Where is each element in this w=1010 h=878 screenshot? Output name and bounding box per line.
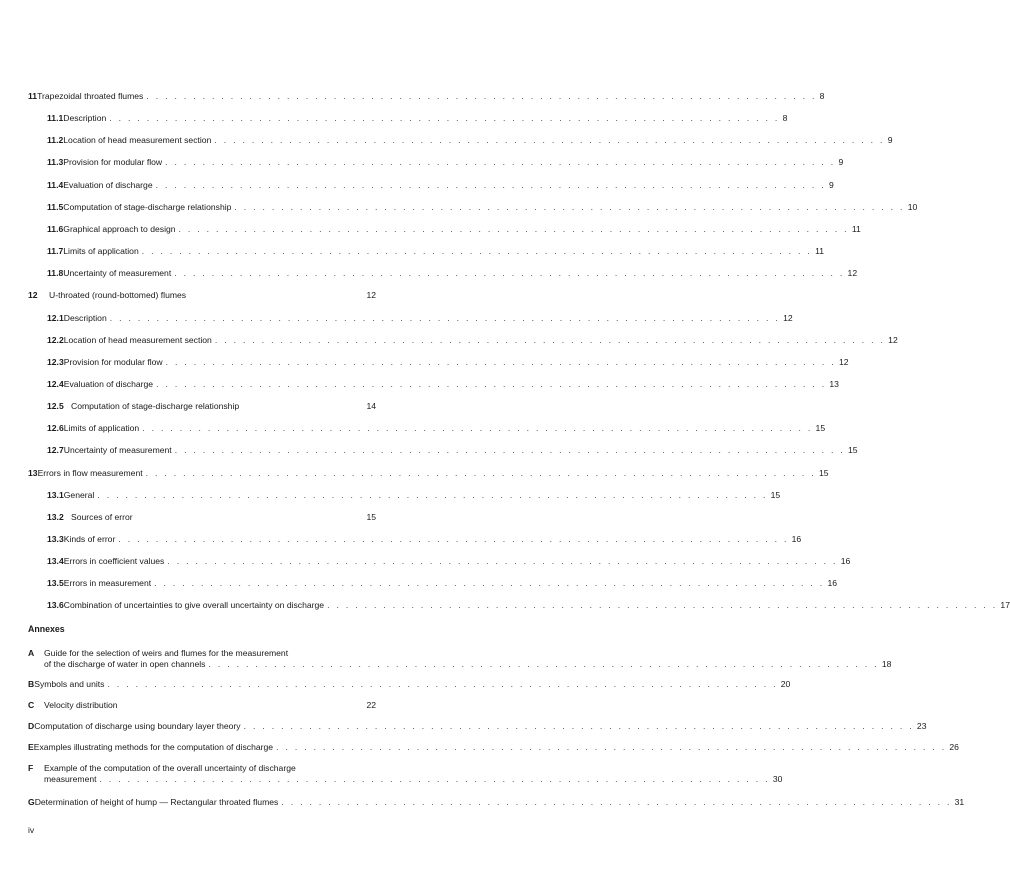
toc-entry — [47, 421, 826, 435]
entry-number: 11.6 — [47, 224, 64, 234]
annex-letter: F — [28, 763, 34, 773]
entry-number: 11.4 — [47, 180, 64, 190]
leader-dots: . . . . . . . . . . . . . . . . . . . . . . . . . . . . . . . . . . . . . . . . . . . . . . . . . . . . . . . . . . . . . . . . . . . . . . . . — [146, 91, 817, 101]
toc-entry — [47, 311, 793, 325]
toc-entry — [47, 488, 781, 502]
annex-letter: A — [28, 648, 35, 658]
toc-entry — [47, 244, 824, 258]
annex-title-line1: Guide for the selection of weirs and flumes for the measurement — [44, 648, 289, 658]
entry-title: Examples illustrating methods for the computation of discharge — [33, 742, 274, 752]
entry-page-number: 15 — [770, 490, 781, 500]
entry-title: Limits of application — [63, 246, 139, 256]
entry-number: 13.6 — [47, 600, 64, 610]
entry-number: 12.6 — [47, 423, 64, 433]
leader-dots: . . . . . . . . . . . . . . . . . . . . . . . . . . . . . . . . . . . . . . . . . . . . . . . . . . . . . . . . . . . . . . . . . . . . . . . . — [154, 578, 825, 588]
leader-dots: . . . . . . . . . . . . . . . . . . . . . . . . . . . . . . . . . . . . . . . . . . . . . . . . . . . . . . . . . . . . . . . . . . . . . . . . — [165, 357, 836, 367]
entry-number: 11.7 — [47, 246, 64, 256]
entry-page-number: 12 — [888, 335, 898, 345]
entry-title: Errors in measurement — [63, 578, 152, 588]
toc-entry — [47, 377, 839, 391]
entry-title: Location of head measurement section — [63, 335, 212, 345]
entry-title: Provision for modular flow — [63, 157, 163, 167]
annex-entry-continuation — [44, 772, 783, 786]
leader-dots: . . . . . . . . . . . . . . . . . . . . . . . . . . . . . . . . . . . . . . . . . . . . . . . . . . . . . . . . . . . . . . . . . . . . . . . . — [141, 246, 813, 256]
entry-page-number: 16 — [791, 534, 802, 544]
entry-number: E — [28, 742, 34, 752]
entry-page-number: 14 — [366, 401, 376, 411]
leader-dots: . . . . . . . . . . . . . . . . . . . . . . . . . . . . . . . . . . . . . . . . . . . . . . . . . . . . . . . . . . . . . . . . . . . . . . . . — [208, 659, 879, 669]
toc-entry — [47, 200, 918, 214]
entry-title: Sources of error — [71, 512, 133, 522]
entry-page-number: 8 — [819, 91, 825, 101]
entry-number: 12.7 — [47, 445, 64, 455]
entry-number: 13.4 — [47, 556, 64, 566]
leader-dots: . . . . . . . . . . . . . . . . . . . . . . . . . . . . . . . . . . . . . . . . . . . . . . . . . . . . . . . . . . . . . . . . . . . . . . . . — [214, 135, 885, 145]
entry-page-number: 23 — [916, 721, 927, 731]
toc-entry — [47, 399, 376, 413]
leader-dots: . . . . . . . . . . . . . . . . . . . . . . . . . . . . . . . . . . . . . . . . . . . . . . . . . . . . . . . . . . . . . . . . . . . . . . . . — [97, 490, 768, 500]
entry-title: Graphical approach to design — [63, 224, 176, 234]
entry-page-number: 22 — [366, 700, 376, 710]
entry-title: Kinds of error — [63, 534, 116, 544]
entry-page-number: 11 — [851, 224, 861, 234]
entry-page-number: 9 — [828, 180, 834, 190]
leader-dots: . . . . . . . . . . . . . . . . . . . . . . . . . . . . . . . . . . . . . . . . . . . . . . . . . . . . . . . . . . . . . . . . . . . . . . . . — [178, 224, 849, 234]
entry-page-number: 31 — [954, 797, 965, 807]
leader-dots: . . . . . . . . . . . . . . . . . . . . . . . . . . . . . . . . . . . . . . . . . . . . . . . . . . . . . . . . . . . . . . . . . . . . . . . . — [142, 423, 813, 433]
annex-entry-continuation — [44, 657, 892, 671]
toc-entry — [28, 698, 376, 712]
leader-dots: . . . . . . . . . . . . . . . . . . . . . . . . . . . . . . . . . . . . . . . . . . . . . . . . . . . . . . . . . . . . . . . . . . . . . . . . — [174, 445, 846, 455]
entry-title: Velocity distribution — [44, 700, 118, 710]
toc-entry — [28, 740, 959, 754]
entry-title: Evaluation of discharge — [63, 180, 153, 190]
page-number-footer: iv — [28, 825, 35, 835]
toc-entry — [47, 333, 898, 347]
entry-page-number: 15 — [818, 468, 829, 478]
entry-number: 11.2 — [47, 135, 64, 145]
leader-dots: . . . . . . . . . . . . . . . . . . . . . . . . . . . . . . . . . . . . . . . . . . . . . . . . . . . . . . . . . . . . . . . . . . . . . . . . — [118, 534, 789, 544]
toc-entry — [47, 532, 802, 546]
entry-title: Trapezoidal throated flumes — [37, 91, 144, 101]
entry-title: Location of head measurement section — [63, 135, 212, 145]
entry-page-number: 30 — [772, 774, 783, 784]
entry-number: 11.5 — [47, 202, 64, 212]
toc-entry — [47, 554, 851, 568]
entry-number: 13.1 — [47, 490, 64, 500]
entry-title: General — [63, 490, 95, 500]
entry-page-number: 15 — [366, 512, 376, 522]
toc-entry — [47, 111, 788, 125]
entry-number: D — [28, 721, 35, 731]
entry-title: Description — [63, 113, 107, 123]
entry-page-number: 16 — [840, 556, 851, 566]
entry-page-number: 9 — [887, 135, 893, 145]
entry-page-number: 13 — [829, 379, 839, 389]
entry-page-number: 10 — [907, 202, 918, 212]
entry-page-number: 12 — [366, 290, 376, 300]
toc-entry — [47, 266, 858, 280]
leader-dots: . . . . . . . . . . . . . . . . . . . . . . . . . . . . . . . . . . . . . . . . . . . . . . . . . . . . . . . . . . . . . . . . . . . . . . . . — [155, 180, 826, 190]
entry-title: Provision for modular flow — [63, 357, 163, 367]
entry-page-number: 12 — [838, 357, 849, 367]
entry-title: of the discharge of water in open channels — [44, 659, 206, 669]
toc-entry — [28, 288, 376, 302]
toc-entry — [28, 677, 791, 691]
entry-page-number: 9 — [838, 157, 844, 167]
entry-title: U-throated (round-bottomed) flumes — [49, 290, 187, 300]
entry-page-number: 15 — [815, 423, 826, 433]
entry-title: Computation of stage-discharge relationship — [71, 401, 240, 411]
entry-title: Combination of uncertainties to give overall uncertainty on discharge — [63, 600, 325, 610]
toc-entry — [47, 155, 844, 169]
entry-title: Determination of height of hump — Rectangular throated flumes — [34, 797, 279, 807]
toc-entry — [28, 466, 829, 480]
entry-number: 12.4 — [47, 379, 64, 389]
leader-dots: . . . . . . . . . . . . . . . . . . . . . . . . . . . . . . . . . . . . . . . . . . . . . . . . . . . . . . . . . . . . . . . . . . . . . . . . — [174, 268, 845, 278]
leader-dots: . . . . . . . . . . . . . . . . . . . . . . . . . . . . . . . . . . . . . . . . . . . . . . . . . . . . . . . . . . . . . . . . . . . . . . . . — [107, 679, 778, 689]
annex-title-line1: Example of the computation of the overall uncertainty of discharge — [44, 763, 296, 773]
entry-title: Uncertainty of measurement — [63, 268, 172, 278]
entry-number: C — [28, 700, 35, 710]
entry-title: measurement — [44, 774, 97, 784]
entry-number: 13.3 — [47, 534, 64, 544]
leader-dots: . . . . . . . . . . . . . . . . . . . . . . . . . . . . . . . . . . . . . . . . . . . . . . . . . . . . . . . . . . . . . . . . . . . . . . . . — [234, 202, 905, 212]
leader-dots: . . . . . . . . . . . . . . . . . . . . . . . . . . . . . . . . . . . . . . . . . . . . . . . . . . . . . . . . . . . . . . . . . . . . . . . . — [281, 797, 952, 807]
entry-title: Computation of discharge using boundary layer theory — [34, 721, 241, 731]
toc-entry — [28, 719, 927, 733]
toc-entry — [47, 443, 858, 457]
leader-dots: . . . . . . . . . . . . . . . . . . . . . . . . . . . . . . . . . . . . . . . . . . . . . . . . . . . . . . . . . . . . . . . . . . . . . . . . — [327, 600, 998, 610]
leader-dots: . . . . . . . . . . . . . . . . . . . . . . . . . . . . . . . . . . . . . . . . . . . . . . . . . . . . . . . . . . . . . . . . . . . . . . . . — [243, 721, 914, 731]
toc-entry — [28, 795, 965, 809]
entry-title: Uncertainty of measurement — [63, 445, 172, 455]
toc-entry — [28, 89, 825, 103]
entry-page-number: 15 — [848, 445, 858, 455]
entry-page-number: 11 — [815, 246, 824, 256]
entry-title: Evaluation of discharge — [63, 379, 154, 389]
toc-entry — [47, 133, 893, 147]
entry-number: 13 — [28, 468, 38, 478]
entry-number: 12.2 — [47, 335, 64, 345]
leader-dots: . . . . . . . . . . . . . . . . . . . . . . . . . . . . . . . . . . . . . . . . . . . . . . . . . . . . . . . . . . . . . . . . . . . . . . . . — [156, 379, 827, 389]
entry-title: Limits of application — [63, 423, 140, 433]
entry-title: Computation of stage-discharge relationship — [63, 202, 232, 212]
entry-page-number: 26 — [949, 742, 959, 752]
entry-number: G — [28, 797, 35, 807]
toc-entry — [47, 576, 838, 590]
entry-number: 11.1 — [47, 113, 64, 123]
entry-title: Errors in flow measurement — [37, 468, 143, 478]
entry-number: 12 — [28, 290, 38, 300]
entry-page-number: 12 — [783, 313, 793, 323]
toc-entry — [47, 598, 1010, 612]
entry-number: 12.5 — [47, 401, 64, 411]
entry-page-number: 8 — [782, 113, 788, 123]
leader-dots: . . . . . . . . . . . . . . . . . . . . . . . . . . . . . . . . . . . . . . . . . . . . . . . . . . . . . . . . . . . . . . . . . . . . . . . . — [214, 335, 886, 345]
toc-entry — [47, 178, 834, 192]
leader-dots: . . . . . . . . . . . . . . . . . . . . . . . . . . . . . . . . . . . . . . . . . . . . . . . . . . . . . . . . . . . . . . . . . . . . . . . . — [109, 113, 780, 123]
entry-number: B — [28, 679, 35, 689]
entry-number: 12.1 — [47, 313, 64, 323]
entry-number: 13.5 — [47, 578, 64, 588]
leader-dots: . . . . . . . . . . . . . . . . . . . . . . . . . . . . . . . . . . . . . . . . . . . . . . . . . . . . . . . . . . . . . . . . . . . . . . . . — [99, 774, 770, 784]
annexes-heading: Annexes — [28, 624, 65, 634]
leader-dots: . . . . . . . . . . . . . . . . . . . . . . . . . . . . . . . . . . . . . . . . . . . . . . . . . . . . . . . . . . . . . . . . . . . . . . . . — [165, 157, 836, 167]
entry-title: Errors in coefficient values — [63, 556, 165, 566]
entry-page-number: 17 — [1000, 600, 1010, 610]
entry-number: 13.2 — [47, 512, 64, 522]
toc-entry — [47, 355, 849, 369]
entry-page-number: 16 — [827, 578, 838, 588]
entry-page-number: 18 — [881, 659, 892, 669]
entry-number: 11.8 — [47, 268, 64, 278]
leader-dots: . . . . . . . . . . . . . . . . . . . . . . . . . . . . . . . . . . . . . . . . . . . . . . . . . . . . . . . . . . . . . . . . . . . . . . . . — [109, 313, 781, 323]
entry-number: 11.3 — [47, 157, 64, 167]
toc-entry — [47, 222, 861, 236]
entry-number: 12.3 — [47, 357, 64, 367]
entry-title: Symbols and units — [34, 679, 105, 689]
toc-entry — [47, 510, 376, 524]
entry-title: Description — [63, 313, 107, 323]
entry-page-number: 20 — [780, 679, 791, 689]
entry-number: 11 — [28, 91, 38, 101]
leader-dots: . . . . . . . . . . . . . . . . . . . . . . . . . . . . . . . . . . . . . . . . . . . . . . . . . . . . . . . . . . . . . . . . . . . . . . . . — [276, 742, 947, 752]
entry-page-number: 12 — [847, 268, 858, 278]
leader-dots: . . . . . . . . . . . . . . . . . . . . . . . . . . . . . . . . . . . . . . . . . . . . . . . . . . . . . . . . . . . . . . . . . . . . . . . . — [167, 556, 838, 566]
leader-dots: . . . . . . . . . . . . . . . . . . . . . . . . . . . . . . . . . . . . . . . . . . . . . . . . . . . . . . . . . . . . . . . . . . . . . . . . — [145, 468, 816, 478]
